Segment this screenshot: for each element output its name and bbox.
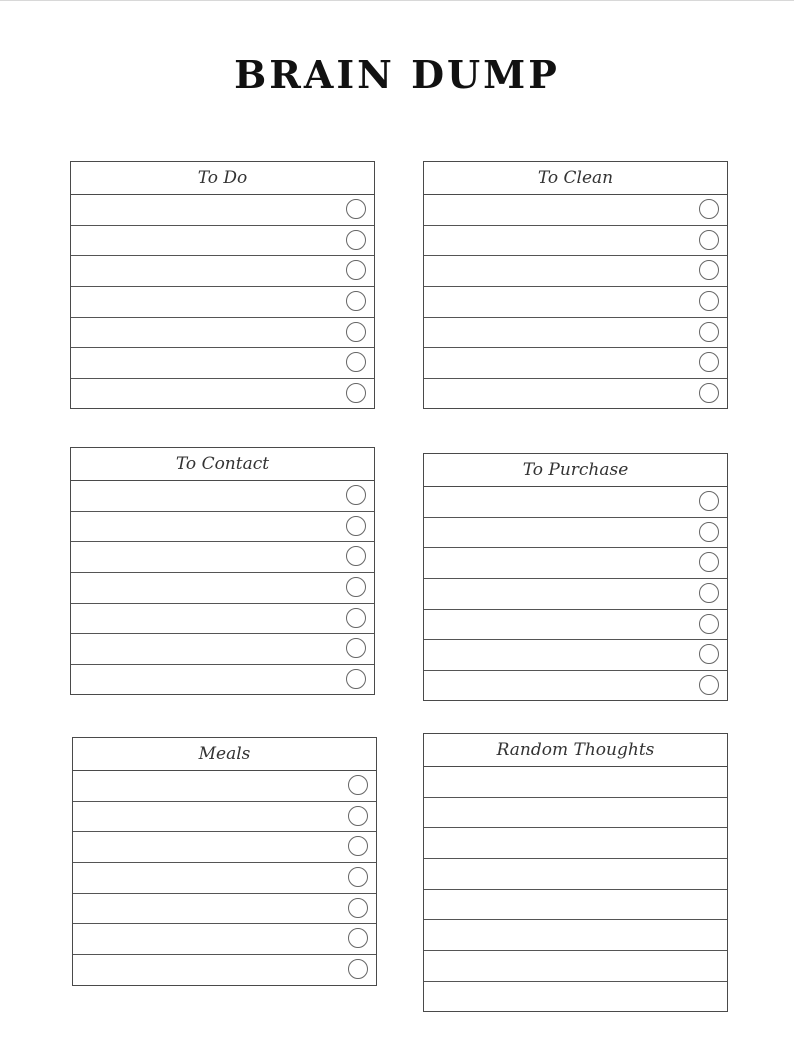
writing-line[interactable] bbox=[71, 226, 374, 257]
section-heading: To Purchase bbox=[424, 454, 727, 487]
section-rows bbox=[424, 195, 727, 410]
writing-line[interactable] bbox=[424, 767, 727, 798]
writing-line[interactable] bbox=[71, 634, 374, 665]
checkbox-circle-icon[interactable] bbox=[699, 552, 719, 572]
page-title: BRAIN DUMP bbox=[234, 52, 560, 97]
checkbox-circle-icon[interactable] bbox=[346, 577, 366, 597]
section-heading: To Do bbox=[71, 162, 374, 195]
writing-line[interactable] bbox=[71, 195, 374, 226]
section-heading: To Clean bbox=[424, 162, 727, 195]
checkbox-circle-icon[interactable] bbox=[346, 291, 366, 311]
writing-line[interactable] bbox=[71, 604, 374, 635]
section-meals bbox=[72, 737, 377, 986]
checkbox-circle-icon[interactable] bbox=[346, 546, 366, 566]
writing-line[interactable] bbox=[424, 226, 727, 257]
checkbox-circle-icon[interactable] bbox=[699, 522, 719, 542]
section-rows bbox=[424, 767, 727, 1013]
checkbox-circle-icon[interactable] bbox=[346, 516, 366, 536]
section-heading: To Contact bbox=[71, 448, 374, 481]
checkbox-circle-icon[interactable] bbox=[346, 199, 366, 219]
checkbox-circle-icon[interactable] bbox=[348, 867, 368, 887]
checkbox-circle-icon[interactable] bbox=[346, 230, 366, 250]
writing-line[interactable] bbox=[71, 512, 374, 543]
section-rows bbox=[424, 487, 727, 702]
writing-line[interactable] bbox=[424, 982, 727, 1013]
section-to-clean bbox=[423, 161, 728, 409]
checkbox-circle-icon[interactable] bbox=[348, 928, 368, 948]
writing-line[interactable] bbox=[424, 379, 727, 410]
writing-line[interactable] bbox=[73, 863, 376, 894]
writing-line[interactable] bbox=[424, 640, 727, 671]
checkbox-circle-icon[interactable] bbox=[699, 199, 719, 219]
writing-line[interactable] bbox=[73, 802, 376, 833]
checkbox-circle-icon[interactable] bbox=[699, 352, 719, 372]
checkbox-circle-icon[interactable] bbox=[346, 638, 366, 658]
writing-line[interactable] bbox=[424, 920, 727, 951]
writing-line[interactable] bbox=[424, 318, 727, 349]
writing-line[interactable] bbox=[73, 955, 376, 986]
writing-line[interactable] bbox=[424, 518, 727, 549]
writing-line[interactable] bbox=[424, 195, 727, 226]
checkbox-circle-icon[interactable] bbox=[699, 491, 719, 511]
writing-line[interactable] bbox=[71, 318, 374, 349]
writing-line[interactable] bbox=[71, 256, 374, 287]
checkbox-circle-icon[interactable] bbox=[699, 230, 719, 250]
writing-line[interactable] bbox=[424, 798, 727, 829]
writing-line[interactable] bbox=[424, 579, 727, 610]
section-rows bbox=[73, 771, 376, 986]
section-heading: Random Thoughts bbox=[424, 734, 727, 767]
writing-line[interactable] bbox=[73, 771, 376, 802]
writing-line[interactable] bbox=[424, 348, 727, 379]
checkbox-circle-icon[interactable] bbox=[699, 644, 719, 664]
checkbox-circle-icon[interactable] bbox=[699, 614, 719, 634]
checkbox-circle-icon[interactable] bbox=[346, 669, 366, 689]
writing-line[interactable] bbox=[71, 542, 374, 573]
checkbox-circle-icon[interactable] bbox=[699, 675, 719, 695]
writing-line[interactable] bbox=[424, 859, 727, 890]
section-to-do bbox=[70, 161, 375, 409]
checkbox-circle-icon[interactable] bbox=[699, 260, 719, 280]
section-to-contact bbox=[70, 447, 375, 695]
checkbox-circle-icon[interactable] bbox=[348, 959, 368, 979]
writing-line[interactable] bbox=[71, 481, 374, 512]
writing-line[interactable] bbox=[73, 832, 376, 863]
checkbox-circle-icon[interactable] bbox=[346, 485, 366, 505]
section-to-purchase bbox=[423, 453, 728, 701]
writing-line[interactable] bbox=[424, 890, 727, 921]
checkbox-circle-icon[interactable] bbox=[348, 775, 368, 795]
checkbox-circle-icon[interactable] bbox=[346, 608, 366, 628]
checkbox-circle-icon[interactable] bbox=[346, 383, 366, 403]
section-rows bbox=[71, 195, 374, 410]
writing-line[interactable] bbox=[73, 924, 376, 955]
writing-line[interactable] bbox=[424, 487, 727, 518]
writing-line[interactable] bbox=[71, 287, 374, 318]
writing-line[interactable] bbox=[71, 379, 374, 410]
section-rows bbox=[71, 481, 374, 696]
checkbox-circle-icon[interactable] bbox=[346, 352, 366, 372]
top-divider bbox=[0, 0, 794, 1]
checkbox-circle-icon[interactable] bbox=[699, 583, 719, 603]
writing-line[interactable] bbox=[424, 256, 727, 287]
writing-line[interactable] bbox=[71, 573, 374, 604]
writing-line[interactable] bbox=[424, 610, 727, 641]
checkbox-circle-icon[interactable] bbox=[348, 898, 368, 918]
section-heading: Meals bbox=[73, 738, 376, 771]
writing-line[interactable] bbox=[424, 287, 727, 318]
section-random-thoughts bbox=[423, 733, 728, 1012]
checkbox-circle-icon[interactable] bbox=[699, 383, 719, 403]
writing-line[interactable] bbox=[71, 348, 374, 379]
checkbox-circle-icon[interactable] bbox=[346, 260, 366, 280]
writing-line[interactable] bbox=[424, 951, 727, 982]
checkbox-circle-icon[interactable] bbox=[348, 836, 368, 856]
checkbox-circle-icon[interactable] bbox=[699, 322, 719, 342]
writing-line[interactable] bbox=[424, 828, 727, 859]
writing-line[interactable] bbox=[424, 671, 727, 702]
writing-line[interactable] bbox=[73, 894, 376, 925]
writing-line[interactable] bbox=[71, 665, 374, 696]
checkbox-circle-icon[interactable] bbox=[348, 806, 368, 826]
checkbox-circle-icon[interactable] bbox=[699, 291, 719, 311]
writing-line[interactable] bbox=[424, 548, 727, 579]
checkbox-circle-icon[interactable] bbox=[346, 322, 366, 342]
